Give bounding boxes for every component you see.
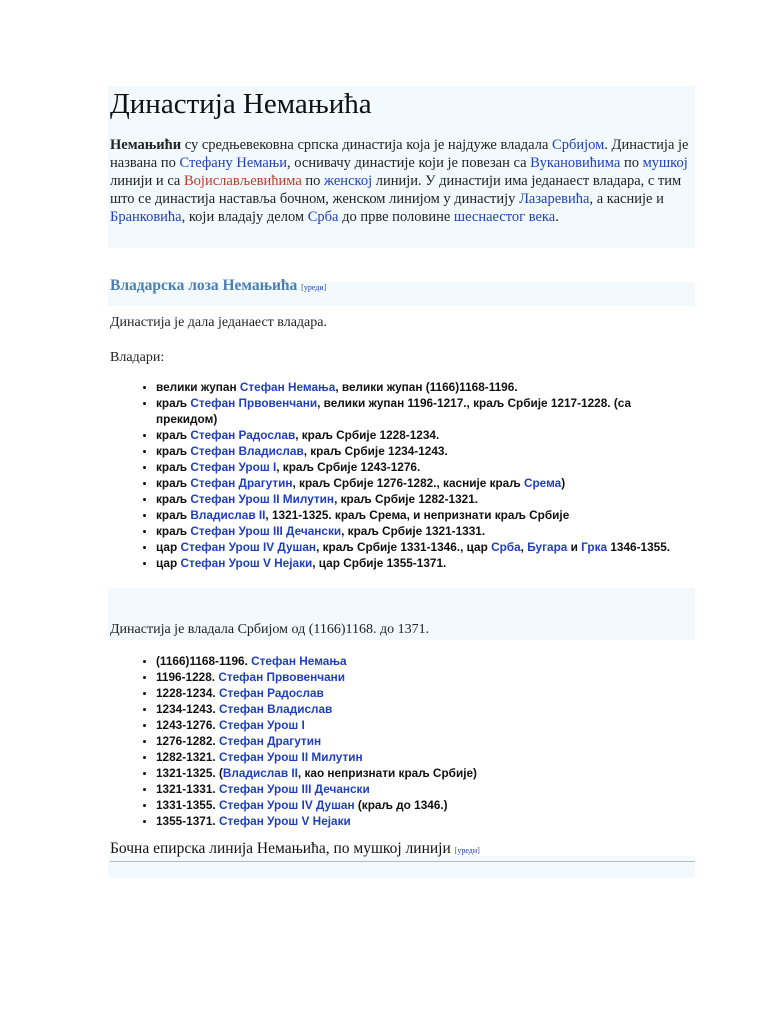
wiki-link[interactable]: Стефан Првовенчани [218, 670, 346, 684]
article [110, 86, 695, 862]
list-item [156, 523, 695, 539]
wiki-link[interactable]: Стефан Урош III Дечански [218, 782, 370, 796]
list-item [156, 395, 695, 427]
wiki-link[interactable]: Стефан Урош II Милутин [218, 750, 363, 764]
text-run: 1346-1355. [607, 540, 671, 554]
text-run: 1196-1228. [156, 670, 219, 684]
text-run: , велики жупан (1166)1168-1196. [335, 380, 518, 394]
intro-paragraph [110, 136, 695, 226]
section-heading-text: Владарска лоза Немањића [110, 277, 298, 294]
text-run: , велики жупан 1196-1217., краљ Србије 1217-1228. (са прекидом) [156, 396, 632, 426]
text-run: краљ [156, 460, 191, 474]
edit-link[interactable]: уреди [303, 283, 324, 292]
reign-intro-text: Династија је владала Србијом од (1166)1168. до 1371. [110, 622, 430, 637]
wiki-link[interactable]: Војислављевићима [184, 173, 302, 189]
text-run: , краљ Србије 1321-1331. [341, 524, 486, 538]
text-run: краљ [156, 508, 191, 522]
text-run: , као непризнати краљ Србије) [297, 766, 477, 780]
list-item [156, 717, 695, 733]
text-run: 1243-1276. [156, 718, 219, 732]
wiki-link[interactable]: Срема [523, 476, 562, 490]
edit-section-link: [уреди] [454, 846, 480, 855]
list-item [156, 685, 695, 701]
text-run: велики жупан [156, 380, 240, 394]
text-run: 1355-1371. [156, 814, 219, 828]
wiki-link[interactable]: Стефан Урош I [190, 460, 277, 474]
text-run: цар [156, 556, 181, 570]
list-item [156, 733, 695, 749]
bold-text: Немањићи [110, 137, 182, 153]
text-run: (краљ до 1346.) [354, 798, 448, 812]
page-title: Династија Немањића [110, 88, 372, 120]
text-run: , краљ Србије 1331-1346., цар [316, 540, 492, 554]
wiki-link[interactable]: Бугара [527, 540, 568, 554]
wiki-link[interactable]: Стефан Владислав [190, 444, 304, 458]
list-item [156, 539, 695, 555]
text-run: 1228-1234. [156, 686, 219, 700]
wiki-link[interactable]: Стефан Урош II Милутин [190, 492, 335, 506]
rulers-count-text: Династија је дала једанаест владара. [110, 315, 327, 330]
text-run: линији и са [110, 173, 184, 189]
wiki-link[interactable]: шеснаестог века [453, 209, 556, 225]
wiki-link[interactable]: Стефан Првовенчани [190, 396, 318, 410]
wiki-link[interactable]: Стефан Немања [239, 380, 336, 394]
text-run: по [301, 173, 325, 189]
text-run: , краљ Србије 1243-1276. [276, 460, 421, 474]
text-run: , краљ Србије 1228-1234. [295, 428, 440, 442]
wiki-link[interactable]: Вукановићима [530, 155, 621, 171]
text-run: краљ [156, 444, 191, 458]
text-run: , 1321-1325. краљ Срема, и непризнати краљ Србије [265, 508, 570, 522]
wiki-link[interactable]: Стефан Урош III Дечански [190, 524, 342, 538]
text-run: линији. У династији има једанаест владара, с тим што се династија наставља бочном, женском линијом у династију [110, 173, 682, 207]
text-run: краљ [156, 396, 191, 410]
wiki-link[interactable]: Стефан Радослав [218, 686, 324, 700]
list-item [156, 443, 695, 459]
wiki-link[interactable]: Стефан Урош IV Душан [180, 540, 317, 554]
text-run: , [520, 540, 528, 554]
list-item [156, 507, 695, 523]
text-run: краљ [156, 476, 191, 490]
wiki-link[interactable]: Стефан Урош V Нејаки [180, 556, 313, 570]
list-item [156, 475, 695, 491]
text-run: , цар Србије 1355-1371. [312, 556, 447, 570]
list-item [156, 459, 695, 475]
text-run: 1234-1243. [156, 702, 219, 716]
text-run: 1331-1355. [156, 798, 219, 812]
section-heading-text: Бочна епирска линија Немањића, по мушкој линији [110, 840, 451, 857]
edit-section-link: [уреди] [301, 283, 327, 292]
section-heading-epirus-line [110, 839, 695, 862]
wiki-link[interactable]: Стефан Драгутин [190, 476, 293, 490]
list-item [156, 749, 695, 765]
list-item [156, 491, 695, 507]
wiki-link[interactable]: Лазаревића [519, 191, 590, 207]
text-run: цар [156, 540, 181, 554]
wiki-link[interactable]: Стефан Немања [251, 654, 347, 668]
text-run: , оснивачу династије који је повезан са [287, 155, 531, 171]
text-run: краљ [156, 524, 191, 538]
list-item [156, 701, 695, 717]
list-item [156, 813, 695, 829]
text-run: , краљ Србије 1234-1243. [303, 444, 448, 458]
list-item [156, 669, 695, 685]
list-item [156, 379, 695, 395]
list-item [156, 653, 695, 669]
text-run: краљ [156, 428, 191, 442]
list-item [156, 427, 695, 443]
wiki-link[interactable]: Срба [491, 540, 521, 554]
list-item [156, 555, 695, 571]
wiki-link[interactable]: Владислав II [190, 508, 266, 522]
wiki-link[interactable]: Стефану Немањи [179, 155, 288, 171]
wiki-link[interactable]: Срба [307, 209, 339, 225]
text-run: краљ [156, 492, 191, 506]
list-item [156, 797, 695, 813]
wiki-link[interactable]: Стефан Драгутин [218, 734, 322, 748]
text-run: , краљ Србије 1276-1282., касније краљ [292, 476, 524, 490]
wiki-link[interactable]: Владислав II [222, 766, 298, 780]
text-run: су средњевековна српска династија која је најдуже владала [181, 137, 553, 153]
text-run: 1321-1325. ( [156, 766, 223, 780]
list-item [156, 781, 695, 797]
wiki-link[interactable]: мушкој [642, 155, 688, 171]
text-run: . Династија је названа по [110, 137, 689, 171]
edit-link[interactable]: уреди [457, 846, 478, 855]
text-run: 1276-1282. [156, 734, 219, 748]
wiki-link[interactable]: Стефан Радослав [190, 428, 296, 442]
wiki-link[interactable]: Стефан Урош V Нејаки [218, 814, 351, 828]
list-item [156, 765, 695, 781]
text-run: , краљ Србије 1282-1321. [334, 492, 479, 506]
wiki-link[interactable]: женској [324, 173, 373, 189]
text-run: и [567, 540, 582, 554]
wiki-link[interactable]: Стефан Урош I [218, 718, 305, 732]
text-run: 1321-1331. [156, 782, 219, 796]
text-run: по [620, 155, 643, 171]
text-run: . [555, 209, 559, 225]
rulers-list [110, 379, 695, 571]
wiki-link[interactable]: Стефан Владислав [218, 702, 333, 716]
text-run: (1166)1168-1196. [156, 654, 252, 668]
text-run: ) [561, 476, 566, 490]
reigns-list [110, 653, 695, 829]
text-run: , а касније и [589, 191, 664, 207]
rulers-label: Владари: [110, 350, 165, 365]
wiki-link[interactable]: Бранковића [110, 209, 182, 225]
text-run: до прве половине [338, 209, 454, 225]
wiki-link[interactable]: Стефан Урош IV Душан [218, 798, 355, 812]
text-run: , који владају делом [181, 209, 308, 225]
wiki-link[interactable]: Србијом [552, 137, 605, 153]
section-heading-ruling-line [110, 276, 695, 298]
wiki-link[interactable]: Грка [581, 540, 608, 554]
text-run: 1282-1321. [156, 750, 219, 764]
